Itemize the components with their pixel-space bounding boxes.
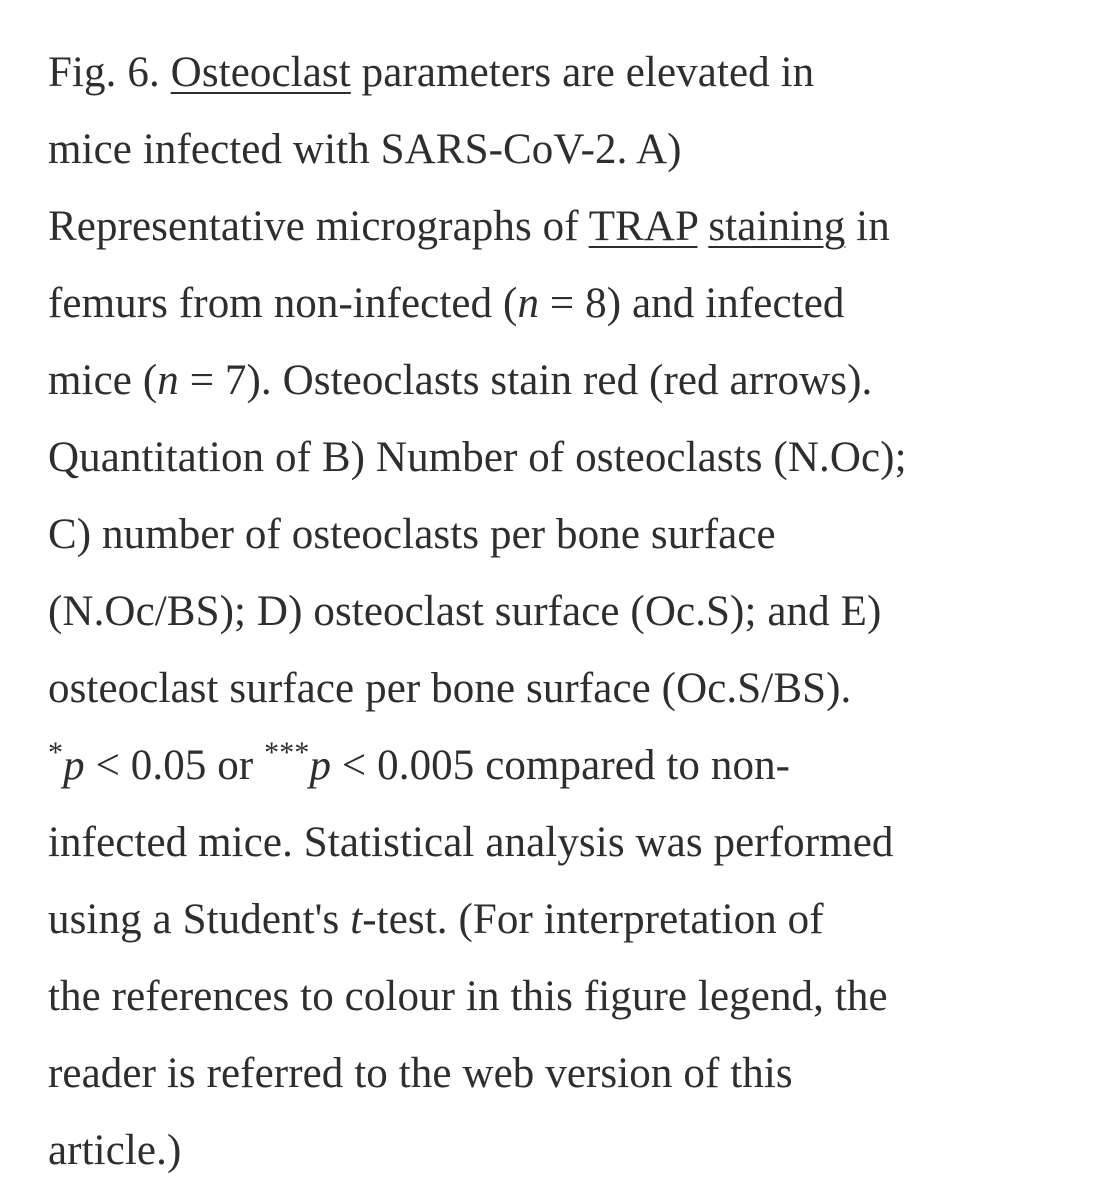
caption-text: mice (	[48, 357, 158, 404]
caption-line-8: (N.Oc/BS); D) osteoclast surface (Oc.S); and E)	[48, 588, 882, 635]
p-symbol: p	[63, 742, 85, 789]
caption-line-12	[48, 881, 1108, 958]
caption-line-9: osteoclast surface per bone surface (Oc.S/BS).	[48, 665, 852, 712]
caption-line-2: mice infected with SARS-CoV-2. A)	[48, 126, 682, 173]
caption-line-1	[48, 34, 1108, 111]
caption-line-5	[48, 342, 1108, 419]
osteoclast-link[interactable]: Osteoclast	[170, 49, 351, 96]
caption-line-10	[48, 727, 1108, 804]
figure-label: Fig. 6.	[48, 49, 171, 96]
figure-caption	[48, 34, 1108, 1189]
caption-line-4	[48, 265, 1108, 342]
caption-line-11: infected mice. Statistical analysis was performed	[48, 819, 894, 866]
caption-line-13: the references to colour in this figure legend, the	[48, 973, 888, 1020]
caption-text: -test. (For interpretation of	[362, 896, 824, 943]
caption-line-14: reader is referred to the web version of this	[48, 1050, 793, 1097]
caption-line-15: article.)	[48, 1127, 182, 1174]
caption-text: femurs from non-infected (	[48, 280, 518, 327]
significance-stars: ***	[264, 735, 310, 769]
caption-line-3	[48, 188, 1108, 265]
caption-text: in	[845, 203, 890, 250]
p-symbol: p	[309, 742, 332, 789]
caption-text	[697, 203, 708, 250]
caption-text: < 0.005 compared to non-	[331, 742, 791, 789]
n-symbol: n	[517, 280, 540, 327]
caption-text: Representative micrographs of	[48, 203, 589, 250]
trap-link[interactable]: TRAP	[588, 203, 698, 250]
t-symbol: t	[350, 896, 363, 943]
n-symbol: n	[157, 357, 179, 404]
caption-line-7: C) number of osteoclasts per bone surface	[48, 511, 776, 558]
significance-star: *	[48, 735, 64, 769]
caption-text: = 7). Osteoclasts stain red (red arrows).	[178, 357, 873, 404]
caption-text: using a Student's	[48, 896, 351, 943]
caption-text: = 8) and infected	[539, 280, 845, 327]
caption-text: < 0.05 or	[84, 742, 265, 789]
caption-line-6: Quantitation of B) Number of osteoclasts (N.Oc);	[48, 434, 907, 481]
caption-text: parameters are elevated in	[350, 49, 815, 96]
staining-link[interactable]: staining	[708, 203, 846, 250]
